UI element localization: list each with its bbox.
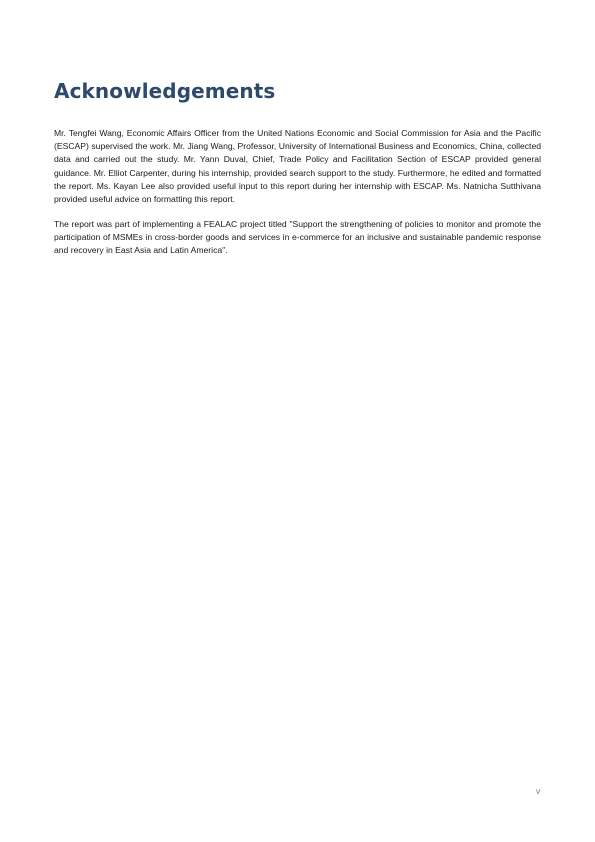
paragraph-project: The report was part of implementing a FEALAC project titled "Support the strengthening of policies to monitor and promote the participation of MSMEs in cross-border goods and services in e-commerce for an inclusive and sustainable pandemic response and recovery in East Asia and Latin America". — [54, 218, 541, 256]
page-number: v — [536, 786, 541, 796]
paragraph-contributors: Mr. Tengfei Wang, Economic Affairs Officer from the United Nations Economic and Social Commission for Asia and the Pacific (ESCAP) supervised the work. Mr. Jiang Wang, Professor, University of International Business and Economics, China, collected data and carried out the study. Mr. Yann Duval, Chief, Trade Policy and Facilitation Section of ESCAP provided general guidance. Mr. Elliot Carpenter, during his internship, provided search support to the study. Furthermore, he edited and formatted the report. Ms. Kayan Lee also provided useful input to this report during her internship with ESCAP. Ms. Natnicha Sutthivana provided useful advice on formatting this report. — [54, 128, 541, 205]
page-title: Acknowledgements — [54, 79, 276, 103]
acknowledgements-body — [54, 127, 541, 269]
